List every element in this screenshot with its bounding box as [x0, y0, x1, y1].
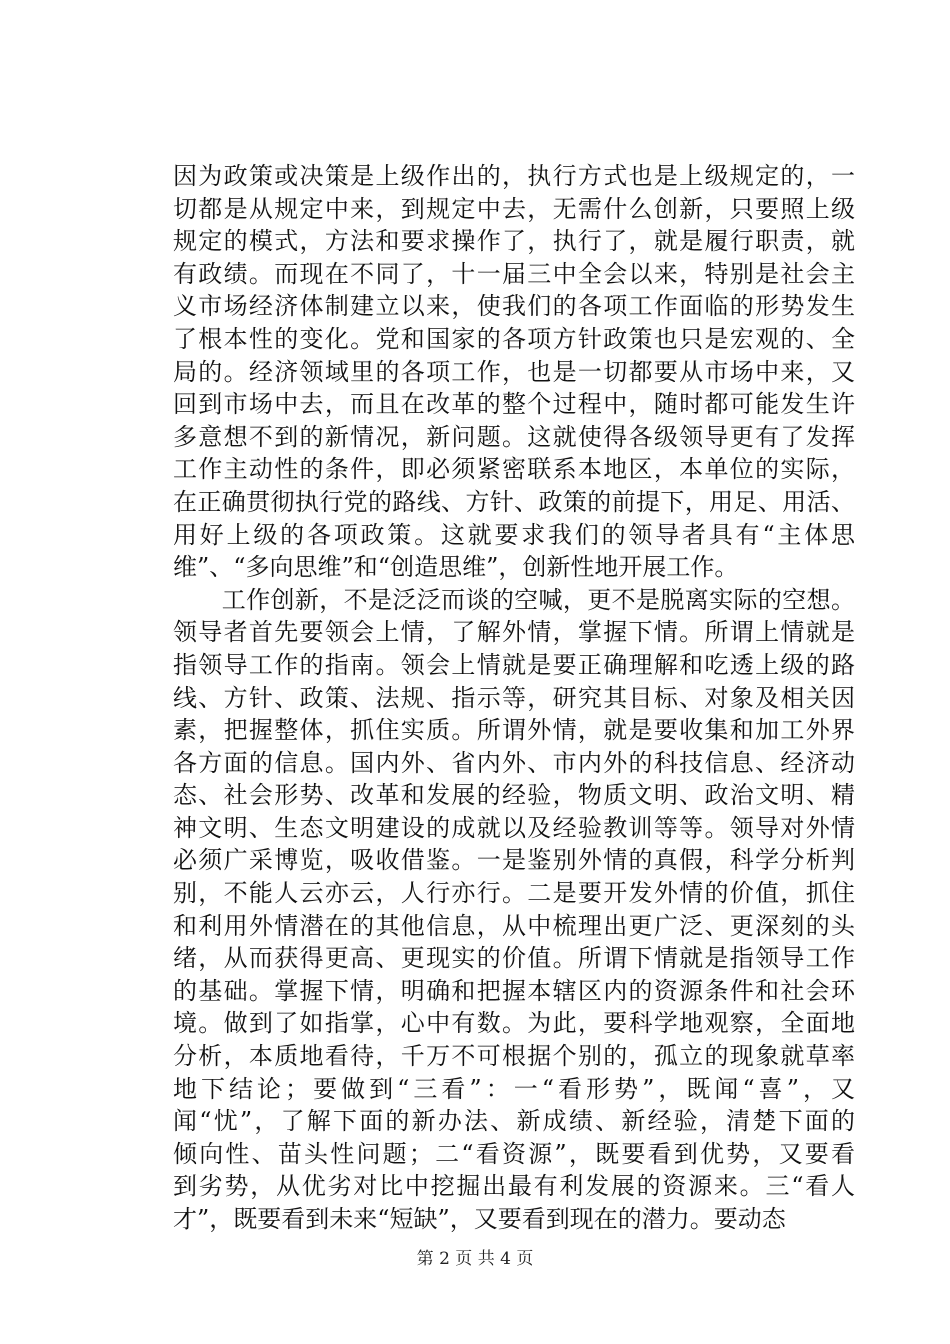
text-line: 神文明、生态文明建设的成就以及经验教训等等。领导对外情 — [173, 813, 855, 842]
text-line: 规定的模式，方法和要求操作了，执行了，就是履行职责，就 — [173, 227, 855, 256]
text-line: 因为政策或决策是上级作出的，执行方式也是上级规定的，一 — [173, 162, 855, 190]
text-line: 闻“忧”，了解下面的新办法、新成绩、新经验，清楚下面的 — [173, 1107, 855, 1136]
text-line: 各方面的信息。国内外、省内外、市内外的科技信息、经济动 — [173, 748, 855, 777]
text-line: 工作主动性的条件，即必须紧密联系本地区，本单位的实际， — [173, 455, 855, 484]
text-line: 局的。经济领域里的各项工作，也是一切都要从市场中来，又 — [173, 357, 855, 386]
text-line: 别，不能人云亦云，人行亦行。二是要开发外情的价值，抓住 — [173, 879, 855, 908]
text-line: 和利用外情潜在的其他信息，从中梳理出更广泛、更深刻的头 — [173, 911, 855, 940]
text-line: 维”、“多向思维”和“创造思维”，创新性地开展工作。 — [173, 553, 739, 582]
text-line: 到劣势，从优劣对比中挖掘出最有利发展的资源来。三“看人 — [173, 1172, 855, 1201]
text-line: 用好上级的各项政策。这就要求我们的领导者具有“主体思 — [173, 520, 855, 549]
text-line: 了根本性的变化。党和国家的各项方针政策也只是宏观的、全 — [173, 324, 855, 353]
text-line: 地下结论；要做到“三看”：一“看形势”，既闻“喜”，又 — [173, 1074, 855, 1103]
text-line: 义市场经济体制建立以来，使我们的各项工作面临的形势发生 — [173, 292, 855, 321]
text-line: 态、社会形势、改革和发展的经验，物质文明、政治文明、精 — [173, 781, 855, 810]
text-line: 工作创新，不是泛泛而谈的空喊，更不是脱离实际的空想。 — [173, 585, 855, 614]
text-line: 的基础。掌握下情，明确和把握本辖区内的资源条件和社会环 — [173, 976, 855, 1005]
text-line: 绪，从而获得更高、更现实的价值。所谓下情就是指领导工作 — [173, 944, 855, 973]
text-line: 倾向性、苗头性问题；二“看资源”，既要看到优势，又要看 — [173, 1139, 855, 1168]
document-body — [173, 160, 855, 1236]
text-line: 回到市场中去，而且在改革的整个过程中，随时都可能发生许 — [173, 390, 855, 419]
text-line: 多意想不到的新情况，新问题。这就使得各级领导更有了发挥 — [173, 422, 855, 451]
text-line: 必须广采博览，吸收借鉴。一是鉴别外情的真假，科学分析判 — [173, 846, 855, 875]
text-line: 指领导工作的指南。领会上情就是要正确理解和吃透上级的路 — [173, 650, 855, 679]
text-line: 才”，既要看到未来“短缺”，又要看到现在的潜力。要动态 — [173, 1205, 786, 1233]
text-line: 有政绩。而现在不同了，十一届三中全会以来，特别是社会主 — [173, 259, 855, 288]
text-line: 领导者首先要领会上情，了解外情，掌握下情。所谓上情就是 — [173, 618, 855, 647]
text-line: 切都是从规定中来，到规定中去，无需什么创新，只要照上级 — [173, 194, 855, 223]
text-line: 在正确贯彻执行党的路线、方针、政策的前提下，用足、用活、 — [173, 487, 855, 516]
text-line: 线、方针、政策、法规、指示等，研究其目标、对象及相关因 — [173, 683, 855, 712]
page-footer: 第 2 页 共 4 页 — [416, 1249, 534, 1269]
text-line: 素，把握整体，抓住实质。所谓外情，就是要收集和加工外界 — [173, 716, 855, 745]
text-line: 分析，本质地看待，千万不可根据个别的，孤立的现象就草率 — [173, 1042, 855, 1071]
text-line: 境。做到了如指掌，心中有数。为此，要科学地观察，全面地 — [173, 1009, 855, 1038]
